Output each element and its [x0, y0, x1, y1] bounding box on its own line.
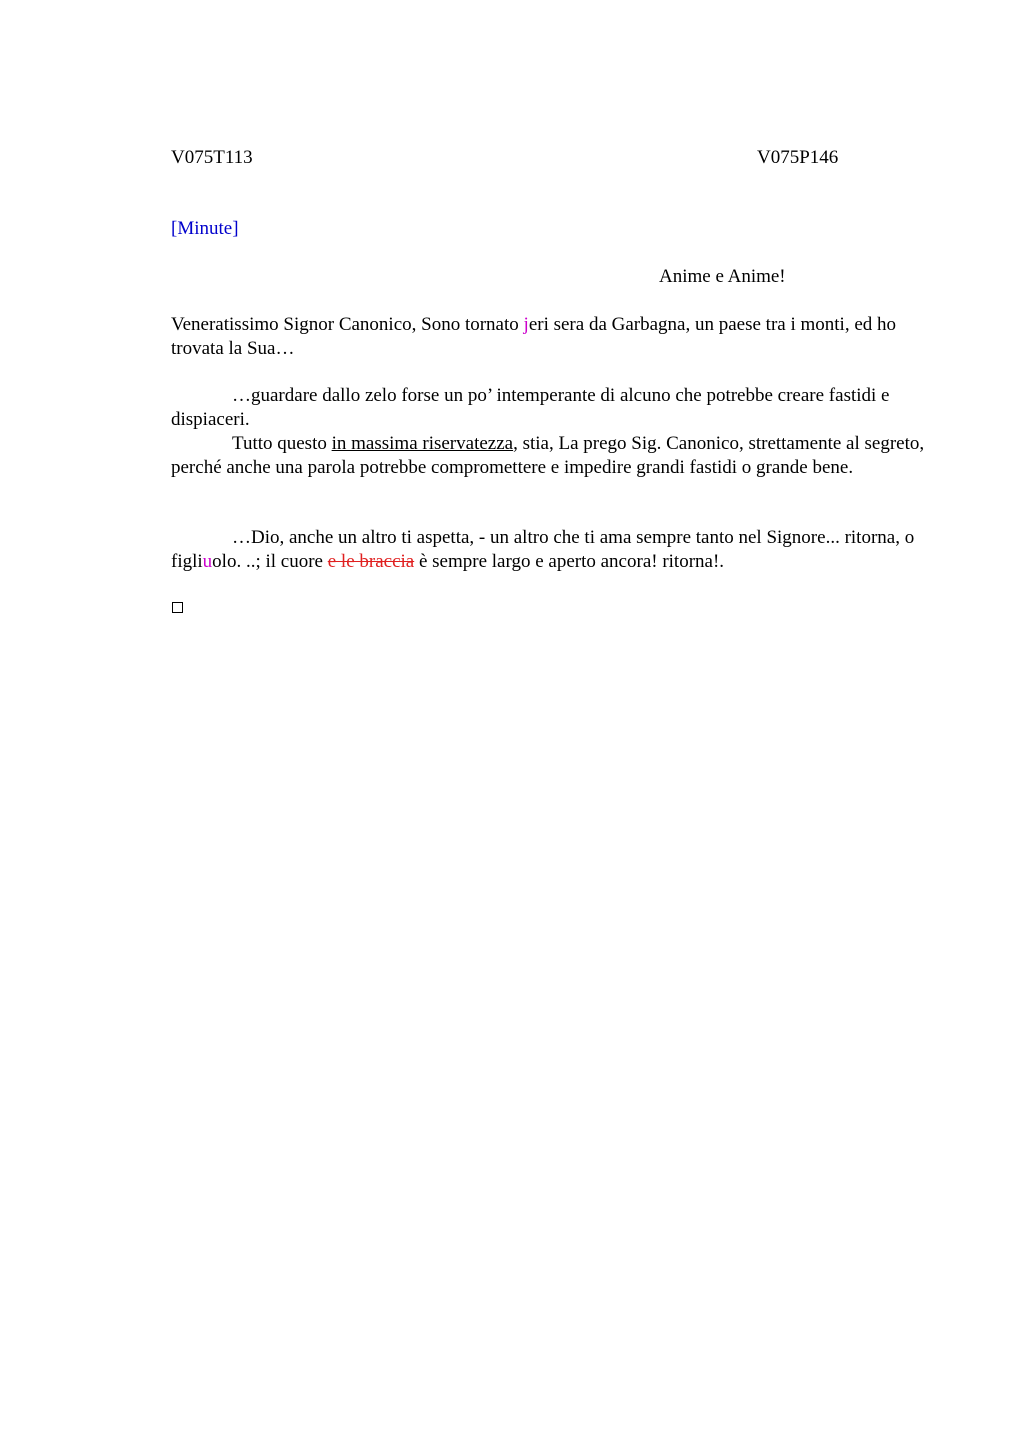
middle-line-2 [171, 432, 931, 480]
opening-text-before: Veneratissimo Signor Canonico, Sono tornato [171, 314, 524, 335]
underlined-phrase: in massima riservatezza [331, 433, 514, 454]
inserted-letter-u: u [202, 551, 213, 572]
document-code-right: V075P146 [757, 147, 839, 168]
opening-text [171, 313, 931, 361]
document-code-left: V075T113 [171, 147, 253, 168]
middle-line-2-after: , stia, La prego Sig. Canonico, strettamente al segreto, perché anche una parola potrebbe compromettere e impedire grandi fastidi o grande bene. [171, 433, 925, 478]
minute-label: [Minute] [171, 218, 239, 239]
letter-heading: Anime e Anime! [659, 266, 786, 287]
end-mark-square-icon [172, 602, 183, 613]
closing-text-middle: olo. ..; il cuore [212, 551, 328, 572]
paragraph-opening [171, 313, 931, 361]
closing-text-before: …Dio, anche un altro ti aspetta, - un altro che ti ama sempre tanto nel Signore... ritorna, o figli [171, 527, 915, 572]
middle-line-1: …guardare dallo zelo forse un po’ intemperante di alcuno che potrebbe creare fastidi e dispiaceri. [171, 385, 890, 430]
middle-line-2-before: Tutto questo [232, 433, 332, 454]
paragraph-closing [171, 526, 931, 574]
closing-text-after: è sempre largo e aperto ancora! ritorna!. [414, 551, 725, 572]
closing-text [171, 526, 931, 574]
paragraph-middle [171, 384, 931, 480]
inserted-letter-j: j [523, 314, 529, 335]
opening-text-after: eri sera da Garbagna, un paese tra i monti, ed ho trovata la Sua… [171, 314, 897, 359]
deleted-phrase: e le braccia [327, 551, 415, 572]
